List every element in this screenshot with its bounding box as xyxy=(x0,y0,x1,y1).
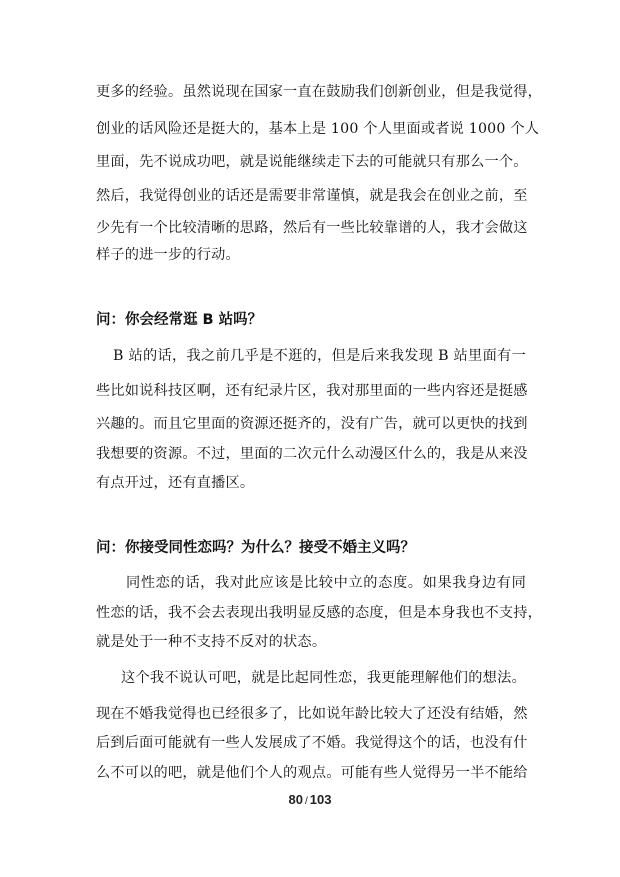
intro-line-5: 少先有一个比较清晰的思路，然后有一些比较靠谱的人，我才会做这 xyxy=(96,220,528,236)
intro-line-4: 然后，我觉得创业的话还是需要非常谨慎，就是我会在创业之前，至 xyxy=(96,188,528,204)
answer-2b-line-2: 现在不婚我觉得也已经很多了，比如说年龄比较大了还没有结婚，然 xyxy=(96,706,528,722)
intro-line-1: 更多的经验。虽然说现在国家一直在鼓励我们创新创业，但是我觉得， xyxy=(96,84,543,100)
answer-2b-line-1: 这个我不说认可吧，就是比起同性恋，我更能理解他们的想法。 xyxy=(121,670,526,686)
question-heading-2: 问：你接受同性恋吗？为什么？接受不婚主义吗？ xyxy=(96,540,415,556)
question-heading-1: 问：你会经常逛 B 站吗？ xyxy=(96,312,263,328)
current-page-number: 80 xyxy=(288,792,303,807)
answer-2a-line-1: 同性恋的话，我对此应该是比较中立的态度。如果我身边有同 xyxy=(126,575,526,591)
intro-line-2: 创业的话风险还是挺大的，基本上是 100 个人里面或者说 1000 个人 xyxy=(96,121,540,137)
page-separator: / xyxy=(304,796,308,807)
answer-1-line-2: 些比如说科技区啊，还有纪录片区，我对那里面的一些内容还是挺感 xyxy=(96,383,528,399)
total-pages-number: 103 xyxy=(309,792,332,807)
page-number xyxy=(0,792,620,807)
answer-1-line-5: 有点开过，还有直播区。 xyxy=(96,475,255,491)
intro-line-3: 里面，先不说成功吧，就是说能继续走下去的可能就只有那么一个。 xyxy=(96,154,528,170)
answer-1-line-1: B 站的话，我之前几乎是不逛的，但是后来我发现 B 站里面有一 xyxy=(113,348,526,364)
intro-line-6: 样子的进一步的行动。 xyxy=(96,247,240,263)
answer-2a-line-3: 就是处于一种不支持不反对的状态。 xyxy=(96,634,327,650)
answer-1-line-3: 兴趣的。而且它里面的资源还挺齐的，没有广告，就可以更快的找到 xyxy=(96,416,528,432)
answer-1-line-4: 我想要的资源。不过，里面的二次元什么动漫区什么的，我是从来没 xyxy=(96,446,528,462)
answer-2b-line-4: 么不可以的吧，就是他们个人的观点。可能有些人觉得另一半不能给 xyxy=(96,765,528,781)
answer-2b-line-3: 后到后面可能就有一些人发展成了不婚。我觉得这个的话，也没有什 xyxy=(96,735,528,751)
answer-2a-line-2: 性恋的话，我不会去表现出我明显反感的态度，但是本身我也不支持， xyxy=(96,605,543,621)
